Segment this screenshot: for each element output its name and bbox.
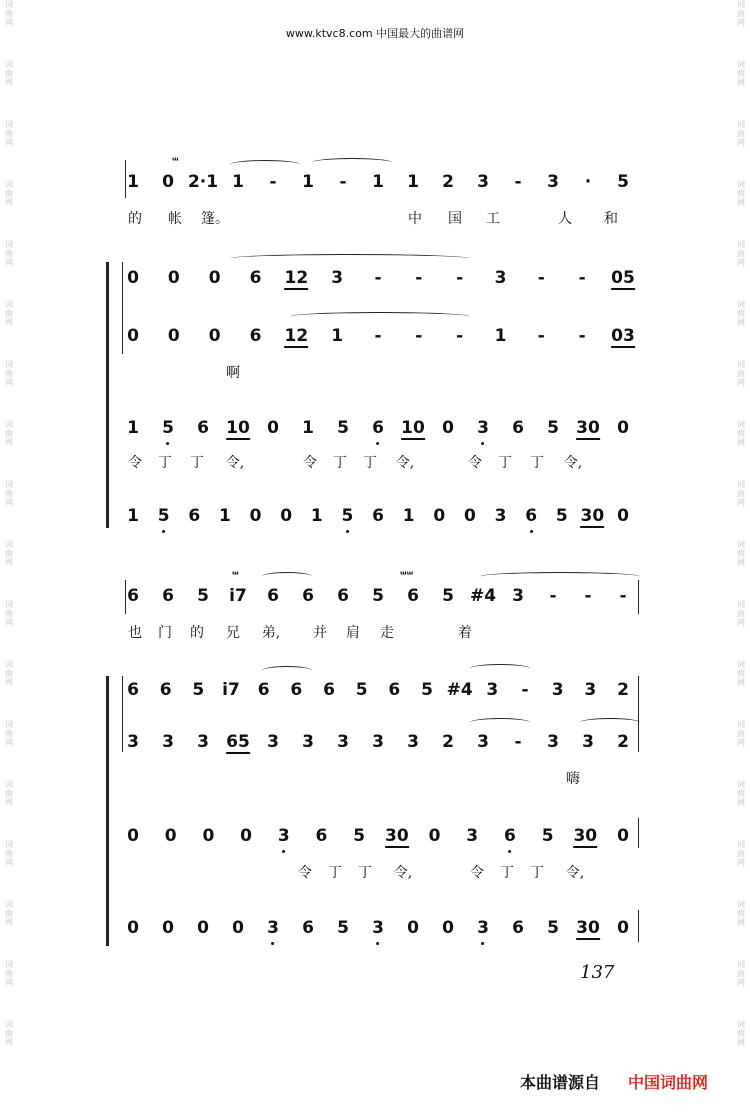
note: 6 <box>127 586 139 606</box>
lyric-char: 令 <box>470 865 484 881</box>
note: 0 <box>167 268 180 288</box>
note: 0 <box>162 172 174 192</box>
note: 0 <box>280 506 293 526</box>
note: 5 <box>157 506 170 526</box>
note: 3 <box>372 918 384 938</box>
lyric-char: 的 <box>190 625 204 641</box>
note: 0 <box>197 918 209 938</box>
note: 1 <box>218 506 231 526</box>
watermark-glyphs: 词 曲 网 <box>5 480 13 507</box>
note: 3 <box>477 418 489 438</box>
note: 0 <box>164 826 177 846</box>
note: - <box>578 268 586 288</box>
lyric-char: 令 <box>128 455 142 471</box>
note: 3 <box>477 918 489 938</box>
bass1-row-2 <box>125 826 645 850</box>
note: 30 <box>385 826 409 846</box>
alto1-row-2 <box>125 680 645 704</box>
lyric-char: 丁 <box>530 865 544 881</box>
note: 5 <box>355 680 368 700</box>
lyric-char: 弟, <box>261 625 281 641</box>
footer-source-label: 本曲谱源自 <box>520 1073 601 1092</box>
note: 30 <box>576 418 600 438</box>
watermark-glyphs: 词 曲 网 <box>737 360 745 387</box>
note: 6 <box>162 586 174 606</box>
watermark-glyphs: 词 曲 网 <box>5 420 13 447</box>
note: 1 <box>402 506 415 526</box>
slur <box>230 160 300 169</box>
note: 0 <box>617 418 629 438</box>
note: 6 <box>249 268 262 288</box>
note: 5 <box>547 418 559 438</box>
note: - <box>415 268 423 288</box>
note: 1 <box>302 172 314 192</box>
note: 3 <box>551 680 564 700</box>
lyric-char: 中 <box>408 211 422 227</box>
note: 6 <box>525 506 538 526</box>
lyric-char: 丁 <box>363 455 377 471</box>
note: 3 <box>337 732 349 752</box>
note: 5 <box>353 826 366 846</box>
lyric-char: 令, <box>563 455 583 471</box>
note: 1 <box>331 326 344 346</box>
note: 65 <box>226 732 250 752</box>
note: 3 <box>512 586 524 606</box>
lyrics-row-2 <box>125 622 645 644</box>
note: 6 <box>388 680 401 700</box>
note: 3 <box>372 732 384 752</box>
trill-icon: ᵚ <box>172 156 179 167</box>
lyric-char: 令, <box>225 455 245 471</box>
lyric-char: 并 <box>313 625 327 641</box>
watermark-glyphs: 词 曲 网 <box>737 240 745 267</box>
note: 6 <box>323 680 335 700</box>
slur <box>290 312 470 321</box>
lyric-char: 的 <box>128 211 142 227</box>
lyric-char: 肩 <box>346 625 360 641</box>
watermark-glyphs: 词 曲 网 <box>5 780 13 807</box>
watermark-glyphs: 词 曲 网 <box>5 600 13 627</box>
note: #4 <box>469 586 497 606</box>
note: 0 <box>127 326 139 346</box>
bass-lyrics-row-2 <box>125 862 645 884</box>
note: 1 <box>310 506 323 526</box>
slur <box>312 158 392 167</box>
slur <box>230 254 470 263</box>
bass-lyrics-row-1 <box>125 452 645 474</box>
watermark-glyphs: 词 曲 网 <box>737 900 745 927</box>
note: 6 <box>159 680 172 700</box>
watermark-glyphs: 词 曲 网 <box>5 840 13 867</box>
note: - <box>456 268 464 288</box>
melody-row-2 <box>125 586 645 610</box>
lyric-char: 令 <box>298 865 312 881</box>
note: 0 <box>162 918 174 938</box>
note: 0 <box>208 326 221 346</box>
lyric-char: 和 <box>604 211 618 227</box>
note: 6 <box>315 826 328 846</box>
lyric-char: 丁 <box>158 455 172 471</box>
system-brace <box>106 676 109 946</box>
watermark-glyphs: 词 曲 网 <box>737 0 745 27</box>
note: 0 <box>202 826 215 846</box>
note: 0 <box>617 826 629 846</box>
watermark-glyphs: 词 曲 网 <box>5 60 13 87</box>
note: 6 <box>337 586 349 606</box>
trill-icon: ᵚ <box>232 570 239 581</box>
watermark-glyphs: 词 曲 网 <box>5 300 13 327</box>
note: 5 <box>337 918 349 938</box>
note: i7 <box>222 680 240 700</box>
note: 6 <box>302 586 314 606</box>
watermark-glyphs: 词 曲 网 <box>737 780 745 807</box>
note: i7 <box>229 586 247 606</box>
watermark-glyphs: 词 曲 网 <box>737 120 745 147</box>
note: - <box>415 326 423 346</box>
note: 1 <box>494 326 507 346</box>
note: 3 <box>547 172 559 192</box>
note: 30 <box>573 826 598 846</box>
lyric-char: 令 <box>468 455 482 471</box>
slur <box>262 666 312 675</box>
note: 1 <box>372 172 384 192</box>
note: 12 <box>284 326 309 346</box>
watermark-glyphs: 词 曲 网 <box>737 960 745 987</box>
footer-brand-link[interactable]: 中国词曲网 <box>628 1073 709 1092</box>
watermark-glyphs: 词 曲 网 <box>737 300 745 327</box>
note: 10 <box>401 418 425 438</box>
note: 0 <box>463 506 476 526</box>
lyric-char: 丁 <box>190 455 204 471</box>
note: 3 <box>477 172 489 192</box>
note: 0 <box>249 506 262 526</box>
note: 5 <box>421 680 433 700</box>
bass2-row-1 <box>125 506 645 530</box>
note: 5 <box>547 918 559 938</box>
note: 3 <box>477 732 489 752</box>
note: 0 <box>127 268 139 288</box>
alto2-lyric-1: 啊 <box>226 365 240 381</box>
note: 1 <box>232 172 244 192</box>
note: 3 <box>267 918 279 938</box>
watermark-glyphs: 词 曲 网 <box>737 180 745 207</box>
note: - <box>521 680 529 700</box>
note: 0 <box>240 826 252 846</box>
alto2-lyric-2: 嗨 <box>566 771 580 787</box>
note: 12 <box>284 268 309 288</box>
note: 3 <box>302 732 314 752</box>
note: 05 <box>611 268 635 288</box>
watermark-glyphs: 词 曲 网 <box>5 960 13 987</box>
lyric-char: 丁 <box>500 865 514 881</box>
watermark-glyphs: 词 曲 网 <box>5 1020 13 1047</box>
note: 6 <box>257 680 270 700</box>
note: 6 <box>512 418 524 438</box>
note: - <box>549 586 557 606</box>
bracket <box>122 676 123 752</box>
note: 5 <box>162 418 174 438</box>
slur <box>480 572 640 581</box>
note: 0 <box>267 418 279 438</box>
watermark-glyphs: 词 曲 网 <box>5 360 13 387</box>
note: 3 <box>582 732 594 752</box>
watermark-glyphs: 词 曲 网 <box>5 180 13 207</box>
note: 1 <box>127 506 139 526</box>
note: - <box>537 326 545 346</box>
note: - <box>339 172 347 192</box>
note: #4 <box>446 680 473 700</box>
lyric-char: 丁 <box>333 455 347 471</box>
watermark-glyphs: 词 曲 网 <box>5 720 13 747</box>
note: 2 <box>617 680 629 700</box>
system-brace <box>106 262 109 528</box>
note: 0 <box>407 918 419 938</box>
watermark-glyphs: 词 曲 网 <box>5 0 13 27</box>
note: 5 <box>541 826 554 846</box>
lyric-char: 丁 <box>530 455 544 471</box>
note: 0 <box>433 506 446 526</box>
note: 1 <box>127 172 139 192</box>
lyric-char: 着 <box>458 625 472 641</box>
lyric-char: 帐 <box>168 211 182 227</box>
note: - <box>456 326 464 346</box>
slur <box>470 718 530 727</box>
note: 6 <box>267 586 279 606</box>
note: 3 <box>331 268 344 288</box>
note: 6 <box>290 680 303 700</box>
note: 0 <box>127 918 139 938</box>
lyric-char: 走 <box>380 625 394 641</box>
note: 0 <box>208 268 221 288</box>
watermark-glyphs: 词 曲 网 <box>737 480 745 507</box>
lyric-char: 兄 <box>226 625 240 641</box>
note: 6 <box>249 326 262 346</box>
note: - <box>514 172 522 192</box>
lyric-char: 门 <box>158 625 172 641</box>
watermark-glyphs: 词 曲 网 <box>737 600 745 627</box>
note: 5 <box>337 418 349 438</box>
note: 3 <box>127 732 139 752</box>
note: 3 <box>466 826 479 846</box>
note: 3 <box>197 732 209 752</box>
note: 5 <box>442 586 454 606</box>
bass2-row-2 <box>125 918 645 942</box>
note: - <box>374 326 382 346</box>
note: 3 <box>277 826 290 846</box>
watermark-glyphs: 词 曲 网 <box>5 900 13 927</box>
note: 0 <box>127 826 139 846</box>
note: 30 <box>580 506 605 526</box>
note: 3 <box>486 680 499 700</box>
note: 6 <box>407 586 419 606</box>
note: 30 <box>576 918 600 938</box>
note: 2 <box>617 732 629 752</box>
watermark-right <box>734 0 748 1080</box>
lyric-char: 丁 <box>328 865 342 881</box>
note: - <box>269 172 277 192</box>
watermark-left <box>2 0 16 1080</box>
note: 2·1 <box>187 172 219 192</box>
note: 03 <box>611 326 635 346</box>
note: 1 <box>127 418 139 438</box>
note: 6 <box>197 418 209 438</box>
watermark-glyphs: 词 曲 网 <box>5 120 13 147</box>
lyric-char: 令, <box>565 865 585 881</box>
alto2-row-1 <box>125 326 645 350</box>
note: 0 <box>442 918 454 938</box>
page-number: 137 <box>580 962 615 983</box>
lyric-char: 令 <box>303 455 317 471</box>
alto1-row-1 <box>125 268 645 292</box>
note: - <box>537 268 545 288</box>
watermark-glyphs: 词 曲 网 <box>737 840 745 867</box>
note: 6 <box>504 826 516 846</box>
watermark-glyphs: 词 曲 网 <box>5 660 13 687</box>
note: 5 <box>555 506 568 526</box>
lyric-char: 篷。 <box>201 211 229 227</box>
note: 3 <box>584 680 597 700</box>
watermark-glyphs: 词 曲 网 <box>5 240 13 267</box>
watermark-glyphs: 词 曲 网 <box>5 540 13 567</box>
note: 2 <box>442 172 454 192</box>
note: 3 <box>494 268 507 288</box>
lyrics-row-1 <box>125 208 645 230</box>
note: 10 <box>226 418 250 438</box>
lyric-char: 丁 <box>358 865 372 881</box>
lyric-char: 丁 <box>498 455 512 471</box>
note: 5 <box>617 172 629 192</box>
note: 6 <box>512 918 524 938</box>
note: 1 <box>302 418 314 438</box>
note: 6 <box>188 506 201 526</box>
trill-icon: ᵚᵚ <box>400 570 414 581</box>
note: 1 <box>407 172 419 192</box>
bass1-row-1 <box>125 418 645 442</box>
note: 5 <box>192 680 205 700</box>
note: 3 <box>494 506 507 526</box>
lyric-char: 令, <box>393 865 413 881</box>
note: 2 <box>442 732 454 752</box>
watermark-glyphs: 词 曲 网 <box>737 720 745 747</box>
watermark-glyphs: 词 曲 网 <box>737 60 745 87</box>
note: 0 <box>167 326 180 346</box>
lyric-char: 也 <box>128 625 142 641</box>
note: - <box>584 586 592 606</box>
note: 3 <box>267 732 279 752</box>
note: 3 <box>407 732 419 752</box>
note: - <box>514 732 522 752</box>
watermark-glyphs: 词 曲 网 <box>737 420 745 447</box>
note: - <box>619 586 627 606</box>
slur <box>470 664 530 673</box>
watermark-glyphs: 词 曲 网 <box>737 660 745 687</box>
watermark-glyphs: 词 曲 网 <box>737 540 745 567</box>
slur <box>580 718 640 727</box>
note: 3 <box>547 732 559 752</box>
note: · <box>584 172 592 192</box>
melody-row-1 <box>125 172 645 196</box>
site-header: www.ktvc8.com 中国最大的曲谱网 <box>285 27 465 40</box>
slur <box>262 572 312 581</box>
note: 5 <box>372 586 384 606</box>
bracket <box>122 262 123 354</box>
note: 0 <box>617 918 629 938</box>
note: 6 <box>302 918 314 938</box>
note: 3 <box>162 732 174 752</box>
note: 0 <box>232 918 244 938</box>
note: 0 <box>428 826 441 846</box>
note: - <box>578 326 586 346</box>
note: 6 <box>127 680 139 700</box>
note: 6 <box>372 506 384 526</box>
alto2-row-2 <box>125 732 645 756</box>
lyric-char: 工 <box>486 211 500 227</box>
note: 5 <box>341 506 354 526</box>
watermark-glyphs: 词 曲 网 <box>737 1020 745 1047</box>
lyric-char: 国 <box>448 211 462 227</box>
lyric-char: 人 <box>558 211 572 227</box>
note: 5 <box>197 586 209 606</box>
note: - <box>374 268 382 288</box>
note: 6 <box>372 418 384 438</box>
lyric-char: 令, <box>395 455 415 471</box>
note: 0 <box>442 418 454 438</box>
note: 0 <box>617 506 629 526</box>
